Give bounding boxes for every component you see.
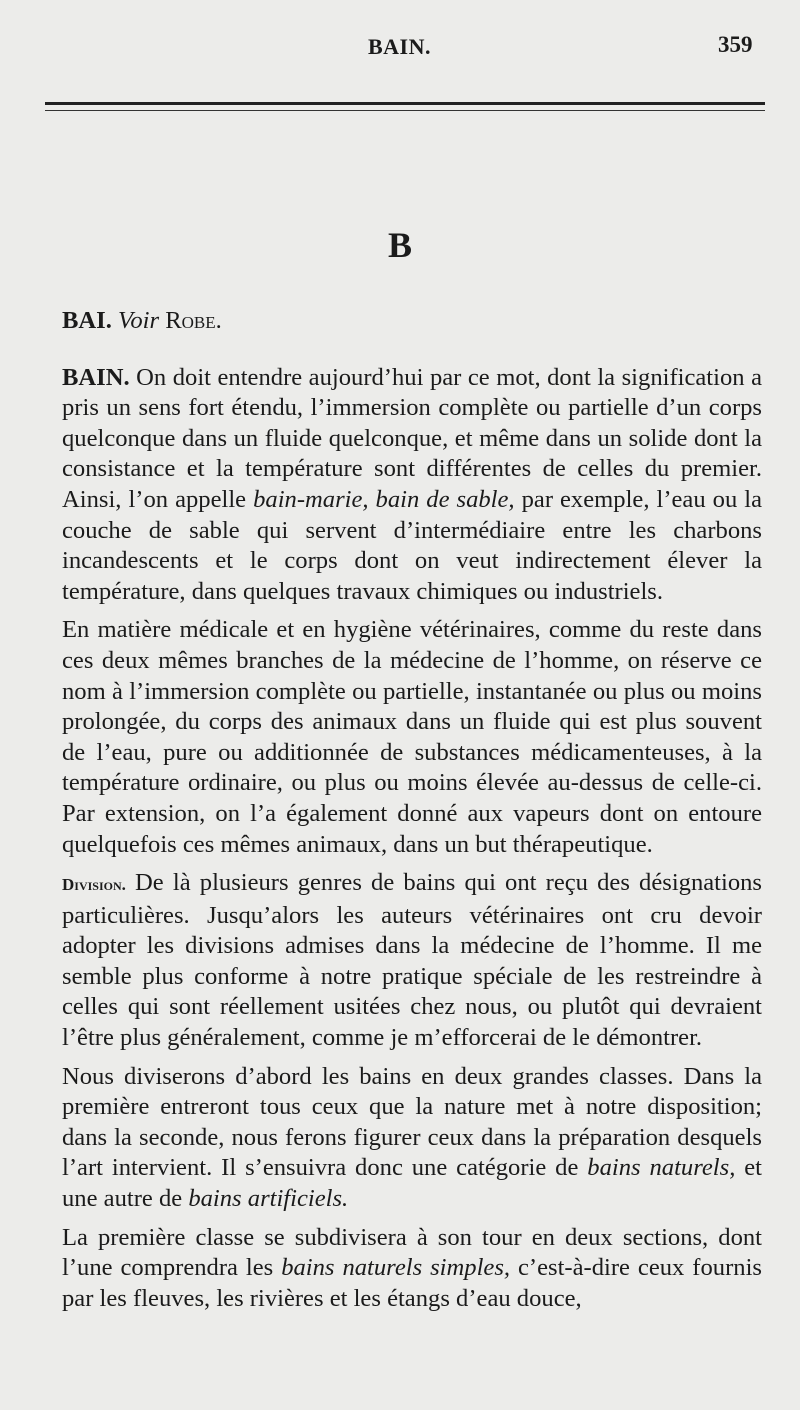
paragraph-text: La première classe se subdivisera à son tour en deux sections, dont l’une comprendra les [62,1223,762,1282]
cross-ref-target: Robe. [165,307,222,334]
entry-bain-paragraph-5 [62,1223,762,1315]
paragraph-text: et une autre de [62,1154,762,1213]
paragraph-text: Nous diviserons d’abord les bains en deux grandes classes. Dans la première entreront tous ceux que la nature met à notre disposition; dans la seconde, nous ferons figurer ceux dans la préparation desquels l’art intervient. Il s’ensuivra donc une catégorie de [62,1062,762,1182]
section-letter: B [387,225,412,265]
italic-term: bains naturels, [587,1154,736,1182]
italic-term: bain-marie, bain de sable, [253,485,515,513]
cross-ref-label: Voir [118,307,160,334]
italic-term: bains artificiels. [188,1185,349,1213]
paragraph-text: par exemple, l’eau ou la couche de sable qui servent d’intermédiaire entre les charbons incandescents et le corps dont on veut indirectement élever la température, dans quelques travaux chimiques ou industriels. [62,485,763,605]
running-head [0,34,800,64]
running-head-title: BAIN. [368,34,432,59]
entry-bain-paragraph-3 [62,868,762,1054]
paragraph-text: c’est-à-dire ceux fournis par les fleuves, les rivières et les étangs d’eau douce, [62,1254,762,1312]
subsection-heading: Division. [62,875,126,895]
entry-bai [62,306,762,337]
entry-bain-paragraph-2: En matière médicale et en hygiène vétérinaires, comme du reste dans ces deux mêmes branches de la médecine de l’homme, on réserve ce nom à l’immersion complète ou partielle, instantanée ou plus ou moins prolongée, du corps des animaux dans un fluide qui est plus souvent de l’eau, pure ou additionnée de substances médicamenteuses, à la température ordinaire, ou plus ou moins élevée au-dessus de celle-ci. Par extension, on l’a également donné aux vapeurs dont on entoure quelquefois ces mêmes animaux, dans un but thérapeutique. [62,616,762,858]
paragraph-text: De là plusieurs genres de bains qui ont reçu des désignations particulières. Jusqu’alors les auteurs vétérinaires ont cru devoir adopter les divisions admises dans la médecine de l’homme. Il me semble plus conforme à notre pratique spéciale de les restreindre à celles qui sont réellement usitées chez nous, ou plutôt qui devraient l’être plus généralement, comme je m’efforcerai de le démontrer. [62,869,762,1052]
italic-term: bains naturels simples, [281,1254,511,1282]
header-rule-thin [45,110,765,111]
paragraph-text: On doit entendre aujourd’hui par ce mot, dont la signification a pris un sens fort étendu, l’immersion complète ou partielle d’un corps quelconque dans un fluide quelconque, et même dans un solide dont la consistance et la température sont différentes de celles du premier. Ainsi, l’on appelle [62,363,762,513]
header-rule-thick [45,102,765,105]
page-number: 359 [718,32,753,57]
entry-lemma: BAIN. [62,363,130,391]
page-body [62,306,762,1314]
entry-lemma: BAI. [62,307,112,334]
entry-bain-paragraph-1 [62,363,762,608]
entry-bain-paragraph-4 [62,1062,762,1215]
